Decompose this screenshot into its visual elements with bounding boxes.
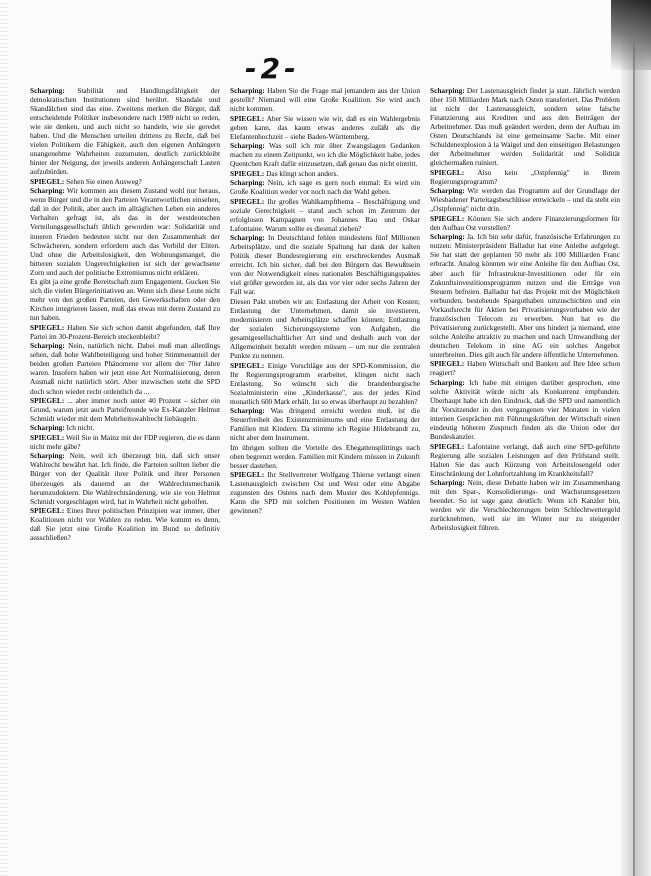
paragraph-text: Ihr Stellvertreter Wolfgang Thierse verlangt einen Lastenausgleich zwischen Ost und West oder eine Abgabe zugunsten des Ostens nach dem Muster des Kohlepfennigs. Kann die SPD mit solchen Positionen im Westen Wahlen gewinnen? <box>230 470 420 516</box>
speaker-label: SPIEGEL: <box>30 395 65 405</box>
speaker-label: Scharping: <box>30 86 65 95</box>
speaker-label: SPIEGEL: <box>430 441 465 451</box>
paragraph-text: Wir kommen aus diesem Zustand wohl nur heraus, wenn Bürger und die in den Parteien Verantwortlichen einsehen, daß in der Politik, aber auch im alltäglichen Leben ein anderes Verhalten gefragt ist, als das in der westdeutschen Verteilungsgesellschaft üblich geworden war: Solidarität und inneren Frieden bedeuten nicht nur den Zusammenhalt der Schwächeren, sondern erfordern auch das Vorbild der Eliten. Und ohne die Arbeitslosigkeit, den Wohnungsmangel, die bitteren sozialen Ungerechtigkeiten ist sich der gewachsene Zorn und auch der politische Extremismus nicht erklären. <box>30 186 220 277</box>
interview-paragraph <box>30 433 220 451</box>
speaker-label: Scharping: <box>30 451 65 461</box>
speaker-label: Scharping: <box>430 478 465 488</box>
scan-edge-left <box>0 0 8 876</box>
paragraph-text: Diesen Pakt streben wir an: Entlastung der Arbeit von Kosten; Entlastung der Unternehmen, damit sie investieren, modernisieren und Arbeitsplätze schaffen können; Entlastung der sozialen Sicherungssysteme von Aufgaben, die gesamtgesellschaftlicher Art sind und deshalb auch von der Allgemeinheit bezahlt werden müssen – um nur die zentralen Punkte zu nennen. <box>230 296 420 361</box>
paragraph-text: Eines Ihrer politischen Prinzipien war immer, über Koalitionen nicht vor Wahlen zu reden. Wie kommt es denn, daß Sie jetzt eine Große Koalition im Bund so definitiv ausschließen? <box>30 506 220 543</box>
speaker-label: Scharping: <box>230 141 265 151</box>
interview-paragraph <box>230 406 420 442</box>
interview-paragraph <box>230 443 420 470</box>
page-number: -2- <box>245 52 300 85</box>
speaker-label: SPIEGEL: <box>30 176 65 186</box>
speaker-label: SPIEGEL: <box>30 322 65 332</box>
paragraph-text: Also kein „Ostpfennig" in Ihrem Regierungsprogramm? <box>430 167 620 186</box>
paragraph-text: Im übrigen sollten die Vorteile des Ehegattensplittings nach oben begrenzt werden. Familien mit Kindern müssen in Zukunft besser dastehen. <box>230 442 420 470</box>
interview-paragraph <box>230 470 420 515</box>
interview-paragraph <box>30 506 220 542</box>
speaker-label: Scharping: <box>30 423 65 433</box>
interview-paragraph <box>430 186 620 213</box>
interview-paragraph <box>30 423 220 432</box>
paragraph-text: Wir werden das Programm auf der Grundlage der Wiesbadener Parteitagsbeschlüsse entwickeln – und da steht ein „Ostpfennig" nicht drin. <box>430 186 620 214</box>
interview-paragraph <box>30 323 220 341</box>
interview-paragraph <box>30 341 220 395</box>
interview-paragraph <box>430 168 620 186</box>
interview-paragraph <box>430 478 620 532</box>
speaker-label: SPIEGEL: <box>230 470 265 480</box>
paragraph-text: Haben Wirtschaft und Banken auf Ihre Idee schon reagiert? <box>430 359 620 378</box>
scan-corner-shadow <box>611 0 651 70</box>
paragraph-text: Stabilität und Handlungsfähigkeit der demokratischen Institutionen sind berührt. Skandale und Skandälchen sind das eine. Zweitens merken die Bürger, daß entscheidende Politiker insbesondere nach 1989 nicht so reden, wie sie denken, und auch nicht so handeln, wie sie geredet haben. Und die Menschen urteilen drittens zu Recht, daß bei vielen Politikern die Fähigkeit, auch den eigenen Anhängern unangenehme Wahrheiten zuzumuten, deutlich zurückbleibt hinter der Neigung, der jeweils anderen Anhängerschaft Lasten aufzubürden. <box>30 86 220 177</box>
paragraph-text: Ja. Ich bin sehr dafür, französische Erfahrungen zu nutzen: Ministerpräsident Balladur hat eine Anleihe aufgelegt. Sie hat statt der geplanten 50 mehr als 100 Milliarden Franc erbracht. Analog könnten wir eine Anleihe für den Aufbau Ost, aber auch für Infrastruktur-Investitionen oder für ein Zukunftsinvestitionsprogramm nutzen und die Erträge von Steuern befreien. Balladur hat das Projekt mit der Möglichkeit verbunden, bestehende Sparguthaben umzuschichten und ein Vorkaufsrecht für Aktien bei Privatisierungsvorhaben wie der französischen Telecom zu erwerben. Nun hat es die Privatisierung zurückgestellt. Aber uns hindert ja niemand, eine solche Anleihe attraktiv zu machen und nach Umwandlung der deutschen Telekom in eine AG ein solches Angebot unterbreiten. Dies gilt auch für andere öffentliche Unternehmen. <box>430 232 620 359</box>
interview-paragraph <box>430 86 620 167</box>
interview-paragraph <box>430 378 620 441</box>
paragraph-text: Der Lastenausgleich findet ja statt. Jährlich werden über 150 Milliarden Mark nach Osten transferiert. Das Problem ist nicht der Lastenausgleich, sondern seine falsche Finanzierung aus Krediten und aus den Beiträgen der Arbeitnehmer. Das muß geändert werden, denn der Aufbau im Osten Deutschlands ist eine gemeinsame Sache. Mit einer Schuldenexplosion à la Waigel und den einseitigen Belastungen der Arbeitnehmer werden Solidarität und Solidität gleichermaßen ruiniert. <box>430 86 620 168</box>
paragraph-text: Ihr großes Wahlkampfthema – Beschäftigung und soziale Gerechtigkeit – stand auch schon im Zentrum der erfolglosen Kampagnen von Johannes Rau und Oskar Lafontaine. Warum sollte es diesmal ziehen? <box>230 196 420 233</box>
interview-paragraph <box>230 114 420 141</box>
speaker-label: Scharping: <box>230 178 265 188</box>
paragraph-text: Haben Sie sich schon damit abgefunden, daß Ihre Partei im 30-Prozent-Bereich steckenbleibt? <box>30 322 220 341</box>
paragraph-text: Nein, diese Debatte haben wir im Zusammenhang mit den Spar-, Konsolidierungs- und Wachstumsgesetzen beendet. So ist sage ganz deutlich: Wenn ich Kanzler bin, werden wir die Verschlechterungen beim Schlechtwettergeld zurücknehmen, weil sie im Winter nur zu steigender Arbeitslosigkeit führen. <box>430 478 620 533</box>
paragraph-text: Aber Sie wissen wie wir, daß es ein Wahlergebnis geben kann, das kaum etwas anderes zuläßt als die Elefantenhochzeit – siehe Baden-Württemberg. <box>230 113 420 141</box>
interview-paragraph <box>230 361 420 406</box>
speaker-label: Scharping: <box>430 377 465 387</box>
speaker-label: Scharping: <box>430 86 465 95</box>
interview-paragraph <box>430 359 620 377</box>
interview-paragraph <box>430 442 620 478</box>
column-1 <box>30 86 220 856</box>
speaker-label: SPIEGEL: <box>230 168 265 178</box>
speaker-label: SPIEGEL: <box>30 506 65 516</box>
interview-paragraph <box>30 451 220 505</box>
paragraph-text: Ich nicht. <box>66 423 95 433</box>
paragraph-text: Das klingt schon anders. <box>266 168 339 178</box>
interview-paragraph <box>30 186 220 276</box>
paragraph-text: Nein, ich sage es gern noch einmal: Es wird ein Große Koalition weder vor noch nach der Wahl geben. <box>230 178 420 197</box>
paragraph-text: Können Sie sich andere Finanzierungsformen für den Aufbau Ost vorstellen? <box>430 213 620 232</box>
speaker-label: Scharping: <box>230 86 265 95</box>
interview-paragraph <box>230 141 420 168</box>
interview-paragraph <box>230 86 420 113</box>
paragraph-text: ... aber immer noch unter 40 Prozent – sicher ein Grund, warum jetzt auch Parteifreunde wie Ex-Kanzler Helmut Schmidt wieder mit dem Mehrheitswahlrecht liebäugeln. <box>30 395 220 424</box>
speaker-label: Scharping: <box>230 233 265 243</box>
interview-paragraph <box>230 297 420 360</box>
paragraph-text: Nein, weil ich überzeugt bin, daß sich unser Wahlrecht bewährt hat. Ich finde, die Parteien sollten lieber die Bürger von der Qualität ihrer Politik und ihrer Personen überzeugen als dauernd an der Wahlrechtsmechanik herumzudoktern. Die Wahlrechtsänderung, wie sie von Helmut Schmidt vorgeschlagen wird, hat in Wahrheit nicht geholfen. <box>30 451 220 506</box>
speaker-label: SPIEGEL: <box>230 360 265 370</box>
paragraph-text: In Deutschland fehlen mindestens fünf Millionen Arbeitsplätze, und die soziale Spaltung hat dank der kalten Politik dieser Bundesregierung ein erschreckendes Ausmaß erreicht. Ich bin sicher, daß bei den Bürgern das Bewußtsein von der Notwendigkeit eines nationalen Beschäftigungspaktes viel größer geworden ist, als das vor vier oder sechs Jahren der Fall war. <box>230 233 420 297</box>
paragraph-text: Es gibt ja eine große Bereitschaft zum Engagement. Gucken Sie sich die vielen Bürgerinitiativen an. Wenn sich diese Leute nicht mehr von den großen Parteien, den Gewerkschaften oder den Kirchen integrieren lassen, muß das etwas mit deren Zustand zu tun haben. <box>30 277 220 323</box>
interview-paragraph <box>30 177 220 186</box>
speaker-label: SPIEGEL: <box>430 167 465 177</box>
paragraph-text: Was soll ich mir über Zwangslagen Gedanken machen zu einem Zeitpunkt, wo ich die Möglichkeit habe, jedes Quentchen Kraft dafür einzusetzen, daß genau das nicht eintritt. <box>230 141 420 169</box>
paragraph-text: Was dringend erreicht werden muß, ist die Steuerfreiheit des Existenzminimums und eine Entlastung der Familien mit Kindern. Da stimme ich Regine Hildebrandt zu, nicht aber dem Instrument. <box>230 406 420 443</box>
paragraph-text: Haben Sie die Frage mal jemandem aus der Union gestellt? Niemand will eine Große Koalition. Sie wird auch nicht kommen. <box>230 86 420 114</box>
column-2 <box>230 86 420 856</box>
speaker-label: Scharping: <box>430 186 465 196</box>
paragraph-text: Lafontaine verlangt, daß auch eine SPD-geführte Regierung alle sozialen Leistungen auf den Prüfstand stellt. Halten Sie das auch Kürzung von Arbeitslosengeld oder Einschränkung der Lohnfortzahlung im Krankheitsfall? <box>430 441 620 478</box>
interview-paragraph <box>430 214 620 232</box>
paragraph-text: Einige Vorschläge aus der SPD-Kommission, die Ihr Regierungsprogramm erarbeitet, klingen nicht nach Entlastung. So wünscht sich die brandenburgische Sozialministerin eine „Kinderkasse", aus der jedes Kind monatlich 600 Mark erhält. Ist so etwas überhaupt zu bezahlen? <box>230 360 420 406</box>
paragraph-text: Ich habe mit einigen darüber gesprochen, eine solche Aktivität würde nicht als Konkurrenz empfunden. Überhaupt habe ich den Eindruck, daß die SPD und namentlich ihr Vorsitzender in den vergangenen vier Monaten in vielen internen Gesprächen mit Führungskräften der Wirtschaft einen eindeutig höheren Zuspruch finden als die Union oder der Bundeskanzler. <box>430 377 620 442</box>
scan-edge-right <box>621 0 651 876</box>
interview-paragraph <box>30 277 220 322</box>
interview-paragraph <box>230 233 420 296</box>
interview-paragraph <box>30 86 220 176</box>
column-3 <box>430 86 620 856</box>
speaker-label: SPIEGEL: <box>30 432 65 442</box>
speaker-label: Scharping: <box>30 341 65 351</box>
interview-paragraph <box>230 169 420 178</box>
paragraph-text: Weil Sie in Mainz mit der FDP regieren, die es dann nicht mehr gäbe? <box>30 432 220 451</box>
speaker-label: SPIEGEL: <box>430 359 465 369</box>
speaker-label: Scharping: <box>30 186 65 196</box>
article-columns <box>30 86 620 856</box>
interview-paragraph <box>230 197 420 233</box>
speaker-label: Scharping: <box>430 232 465 242</box>
speaker-label: SPIEGEL: <box>430 213 465 223</box>
paragraph-text: Nein, natürlich nicht. Dabei muß man allerdings sehen, daß hohe Wahlbeteiligung und hoher Stimmenanteil der beiden großen Parteien Phänomene vor allem der 70er Jahre waren. Insofern haben wir jetzt eine Art Normalisierung, deren Ausmaß nicht natürlich stört. Aber inzwischen steht die SPD doch schon wieder recht ordentlich da ... <box>30 341 220 396</box>
paragraph-text: Sehen Sie einen Ausweg? <box>66 176 142 186</box>
interview-paragraph <box>430 232 620 359</box>
speaker-label: SPIEGEL: <box>230 196 265 206</box>
interview-paragraph <box>30 396 220 423</box>
speaker-label: Scharping: <box>230 406 265 416</box>
speaker-label: SPIEGEL: <box>230 113 265 123</box>
interview-paragraph <box>230 178 420 196</box>
